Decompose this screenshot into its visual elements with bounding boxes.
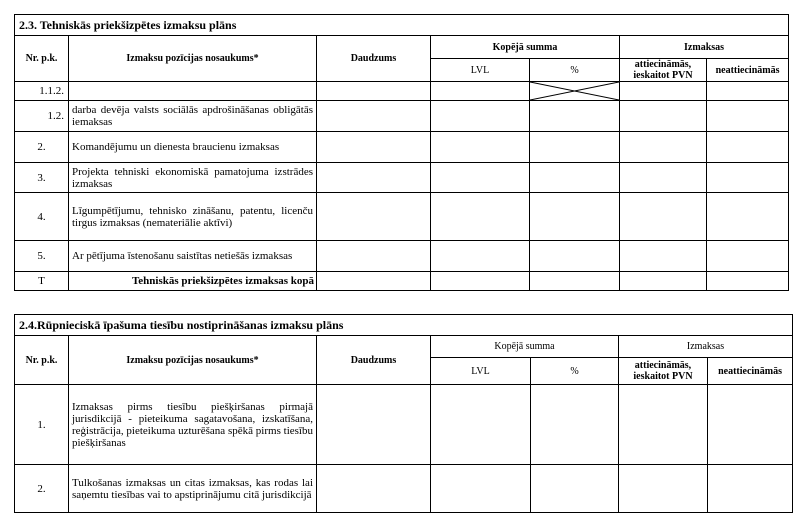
cell-ineligible[interactable] <box>707 132 789 163</box>
cell-percent[interactable] <box>531 385 619 465</box>
cell-quantity[interactable] <box>317 241 431 272</box>
table-row <box>15 385 793 465</box>
col-header-name: Izmaksu pozīcijas nosaukums* <box>69 36 317 82</box>
total-row-number: T <box>15 272 69 291</box>
row-name: darba devēja valsts sociālās apdrošināšanas obligātās iemaksas <box>69 101 317 132</box>
cell-eligible[interactable] <box>620 193 707 241</box>
cell-lvl[interactable] <box>431 385 531 465</box>
cell-quantity[interactable] <box>317 101 431 132</box>
row-name: Projekta tehniski ekonomiskā pamatojuma izstrādes izmaksas <box>69 163 317 193</box>
col-header-quantity: Daudzums <box>317 36 431 82</box>
cell-lvl[interactable] <box>431 101 530 132</box>
cell-percent[interactable] <box>530 163 620 193</box>
col-header-percent: % <box>531 358 619 385</box>
cell-quantity[interactable] <box>317 193 431 241</box>
cell-eligible[interactable] <box>620 241 707 272</box>
table-row <box>15 101 789 132</box>
row-name: Izmaksas pirms tiesību piešķiršanas pirmajā jurisdikcijā - pieteikuma sagatavošana, izskatīšana, reģistrācija, pieteikuma uzturēšana spēkā pirms tiesību piešķiršanas <box>69 385 317 465</box>
col-header-ineligible: neattiecināmās <box>707 59 789 82</box>
row-number: 4. <box>15 193 69 241</box>
col-header-quantity: Daudzums <box>317 336 431 385</box>
cell-ineligible[interactable] <box>708 465 793 513</box>
row-number: 5. <box>15 241 69 272</box>
cell-quantity[interactable] <box>317 82 431 101</box>
col-header-nr: Nr. p.k. <box>15 36 69 82</box>
section-title: 2.3. Tehniskās priekšizpētes izmaksu plāns <box>15 15 789 36</box>
row-number: 2. <box>15 465 69 513</box>
technical-feasibility-cost-table <box>14 14 789 291</box>
section-title: 2.4.Rūpnieciskā īpašuma tiesību nostiprināšanas izmaksu plāns <box>15 315 793 336</box>
table-row <box>15 465 793 513</box>
cell-eligible[interactable] <box>619 465 708 513</box>
col-header-percent: % <box>530 59 620 82</box>
col-header-name: Izmaksu pozīcijas nosaukums* <box>69 336 317 385</box>
col-header-eligible: attiecināmās, ieskaitot PVN <box>620 59 707 82</box>
cell-eligible[interactable] <box>620 163 707 193</box>
row-name[interactable] <box>69 82 317 101</box>
cell-lvl[interactable] <box>431 132 530 163</box>
table-row <box>15 163 789 193</box>
row-number: 1. <box>15 385 69 465</box>
cell-eligible[interactable] <box>620 101 707 132</box>
row-name: Komandējumu un dienesta braucienu izmaksas <box>69 132 317 163</box>
col-header-nr: Nr. p.k. <box>15 336 69 385</box>
col-header-ineligible: neattiecināmās <box>708 358 793 385</box>
cell-lvl[interactable] <box>431 193 530 241</box>
cell-quantity[interactable] <box>317 132 431 163</box>
crossed-out-cell <box>530 82 620 101</box>
cell-lvl[interactable] <box>431 465 531 513</box>
cell-quantity[interactable] <box>317 163 431 193</box>
cell-lvl[interactable] <box>431 82 530 101</box>
table-row <box>15 132 789 163</box>
col-header-eligible: attiecināmās, ieskaitot PVN <box>619 358 708 385</box>
cell-percent[interactable] <box>530 241 620 272</box>
row-number: 2. <box>15 132 69 163</box>
col-header-lvl: LVL <box>431 358 531 385</box>
cell-percent[interactable] <box>531 465 619 513</box>
cell-quantity[interactable] <box>317 272 431 291</box>
cell-ineligible[interactable] <box>707 272 789 291</box>
cell-ineligible[interactable] <box>707 101 789 132</box>
col-header-lvl: LVL <box>431 59 530 82</box>
table-row <box>15 193 789 241</box>
row-number: 1.1.2. <box>15 82 69 101</box>
cross-mark-icon <box>530 82 619 100</box>
cell-lvl[interactable] <box>431 272 530 291</box>
table-row <box>15 82 789 101</box>
cell-percent[interactable] <box>530 132 620 163</box>
col-header-total-sum: Kopējā summa <box>431 336 619 358</box>
total-row-label: Tehniskās priekšizpētes izmaksas kopā <box>69 272 317 291</box>
col-header-costs: Izmaksas <box>620 36 789 59</box>
cell-percent[interactable] <box>530 101 620 132</box>
cell-lvl[interactable] <box>431 163 530 193</box>
col-header-costs: Izmaksas <box>619 336 793 358</box>
cell-ineligible[interactable] <box>707 193 789 241</box>
table-row <box>15 241 789 272</box>
cell-ineligible[interactable] <box>707 163 789 193</box>
cell-ineligible[interactable] <box>707 82 789 101</box>
industrial-property-cost-table <box>14 314 793 513</box>
cell-quantity[interactable] <box>317 385 431 465</box>
cell-percent[interactable] <box>530 193 620 241</box>
cell-eligible[interactable] <box>620 82 707 101</box>
cell-eligible[interactable] <box>620 272 707 291</box>
cell-ineligible[interactable] <box>708 385 793 465</box>
cell-ineligible[interactable] <box>707 241 789 272</box>
row-name: Tulkošanas izmaksas un citas izmaksas, kas rodas lai saņemtu tiesības vai to apstiprinājumu citā jurisdikcijā <box>69 465 317 513</box>
cell-quantity[interactable] <box>317 465 431 513</box>
cell-percent[interactable] <box>530 272 620 291</box>
row-name: Ar pētījuma īstenošanu saistītas netiešās izmaksas <box>69 241 317 272</box>
cell-lvl[interactable] <box>431 241 530 272</box>
row-name: Līgumpētījumu, tehnisko zināšanu, patentu, licenču tirgus izmaksas (nemateriālie aktīvi) <box>69 193 317 241</box>
row-number: 1.2. <box>15 101 69 132</box>
total-row <box>15 272 789 291</box>
col-header-total-sum: Kopējā summa <box>431 36 620 59</box>
row-number: 3. <box>15 163 69 193</box>
cell-eligible[interactable] <box>619 385 708 465</box>
cell-eligible[interactable] <box>620 132 707 163</box>
